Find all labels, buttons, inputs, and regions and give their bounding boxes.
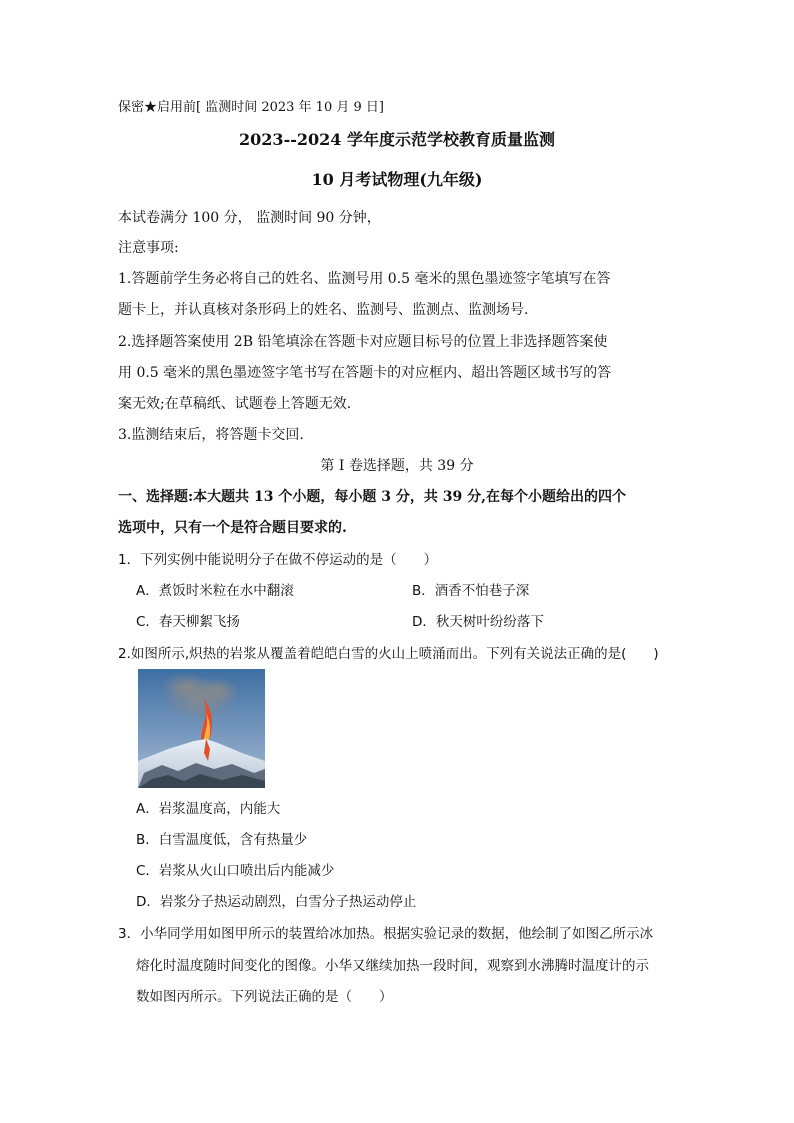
- part-1-instructions-line-1: 一、选择题:本大题共 13 个小题，每小题 3 分，共 39 分,在每个小题给出的四个: [118, 489, 626, 505]
- score-time: 本试卷满分 100 分， 监测时间 90 分钟，: [118, 210, 381, 226]
- note-2-line-1: 2.选择题答案使用 2B 铅笔填涂在答题卡对应题目标号的位置上非选择题答案使: [118, 334, 608, 350]
- question-1-option-b: B．酒香不怕巷子深: [412, 583, 530, 599]
- exam-subtitle: 10 月考试物理(九年级): [311, 170, 483, 189]
- question-1-option-c: C．春天柳絮飞扬: [136, 614, 240, 630]
- question-3-line-1: 3．小华同学用如图甲所示的装置给冰加热。根据实验记录的数据，他绘制了如图乙所示冰: [118, 926, 654, 942]
- note-2-line-2: 用 0.5 毫米的黑色墨迹签字笔书写在答题卡的对应框内、超出答题区域书写的答: [118, 365, 612, 381]
- volume-title: 第 I 卷选择题，共 39 分: [320, 458, 474, 474]
- note-1-line-1: 1.答题前学生务必将自己的姓名、监测号用 0.5 毫米的黑色墨迹签字笔填写在答: [118, 271, 611, 287]
- note-2-line-3: 案无效;在草稿纸、试题卷上答题无效.: [118, 396, 352, 412]
- question-2-option-b: B．白雪温度低，含有热量少: [136, 832, 308, 848]
- question-3-line-3: 数如图丙所示。下列说法正确的是（ ）: [136, 989, 393, 1005]
- volcano-photo: [138, 669, 265, 788]
- note-1-line-2: 题卡上，并认真核对条形码上的姓名、监测号、监测点、监测场号.: [118, 302, 529, 318]
- question-1-option-d: D．秋天树叶纷纷落下: [412, 614, 544, 630]
- question-2-option-d: D．岩浆分子热运动剧烈，白雪分子热运动停止: [136, 894, 417, 910]
- confidential-note: 保密★启用前[ 监测时间 2023 年 10 月 9 日]: [118, 100, 384, 115]
- exam-title: 2023--2024 学年度示范学校教育质量监测: [239, 130, 555, 149]
- note-3: 3.监测结束后，将答题卡交回.: [118, 427, 304, 443]
- part-1-instructions-line-2: 选项中，只有一个是符合题目要求的.: [118, 520, 347, 536]
- question-3-line-2: 熔化时温度随时间变化的图像。小华又继续加热一段时间，观察到水沸腾时温度计的示: [136, 958, 649, 974]
- question-2-option-a: A．岩浆温度高，内能大: [136, 801, 281, 817]
- notes-heading: 注意事项:: [118, 240, 179, 256]
- question-1-option-a: A．煮饭时米粒在水中翻滚: [136, 583, 294, 599]
- question-1-stem: 1．下列实例中能说明分子在做不停运动的是（ ）: [118, 552, 438, 568]
- question-2-option-c: C．岩浆从火山口喷出后内能减少: [136, 863, 335, 879]
- question-2-stem: 2.如图所示,炽热的岩浆从覆盖着皑皑白雪的火山上喷涌而出。下列有关说法正确的是( ): [118, 646, 659, 662]
